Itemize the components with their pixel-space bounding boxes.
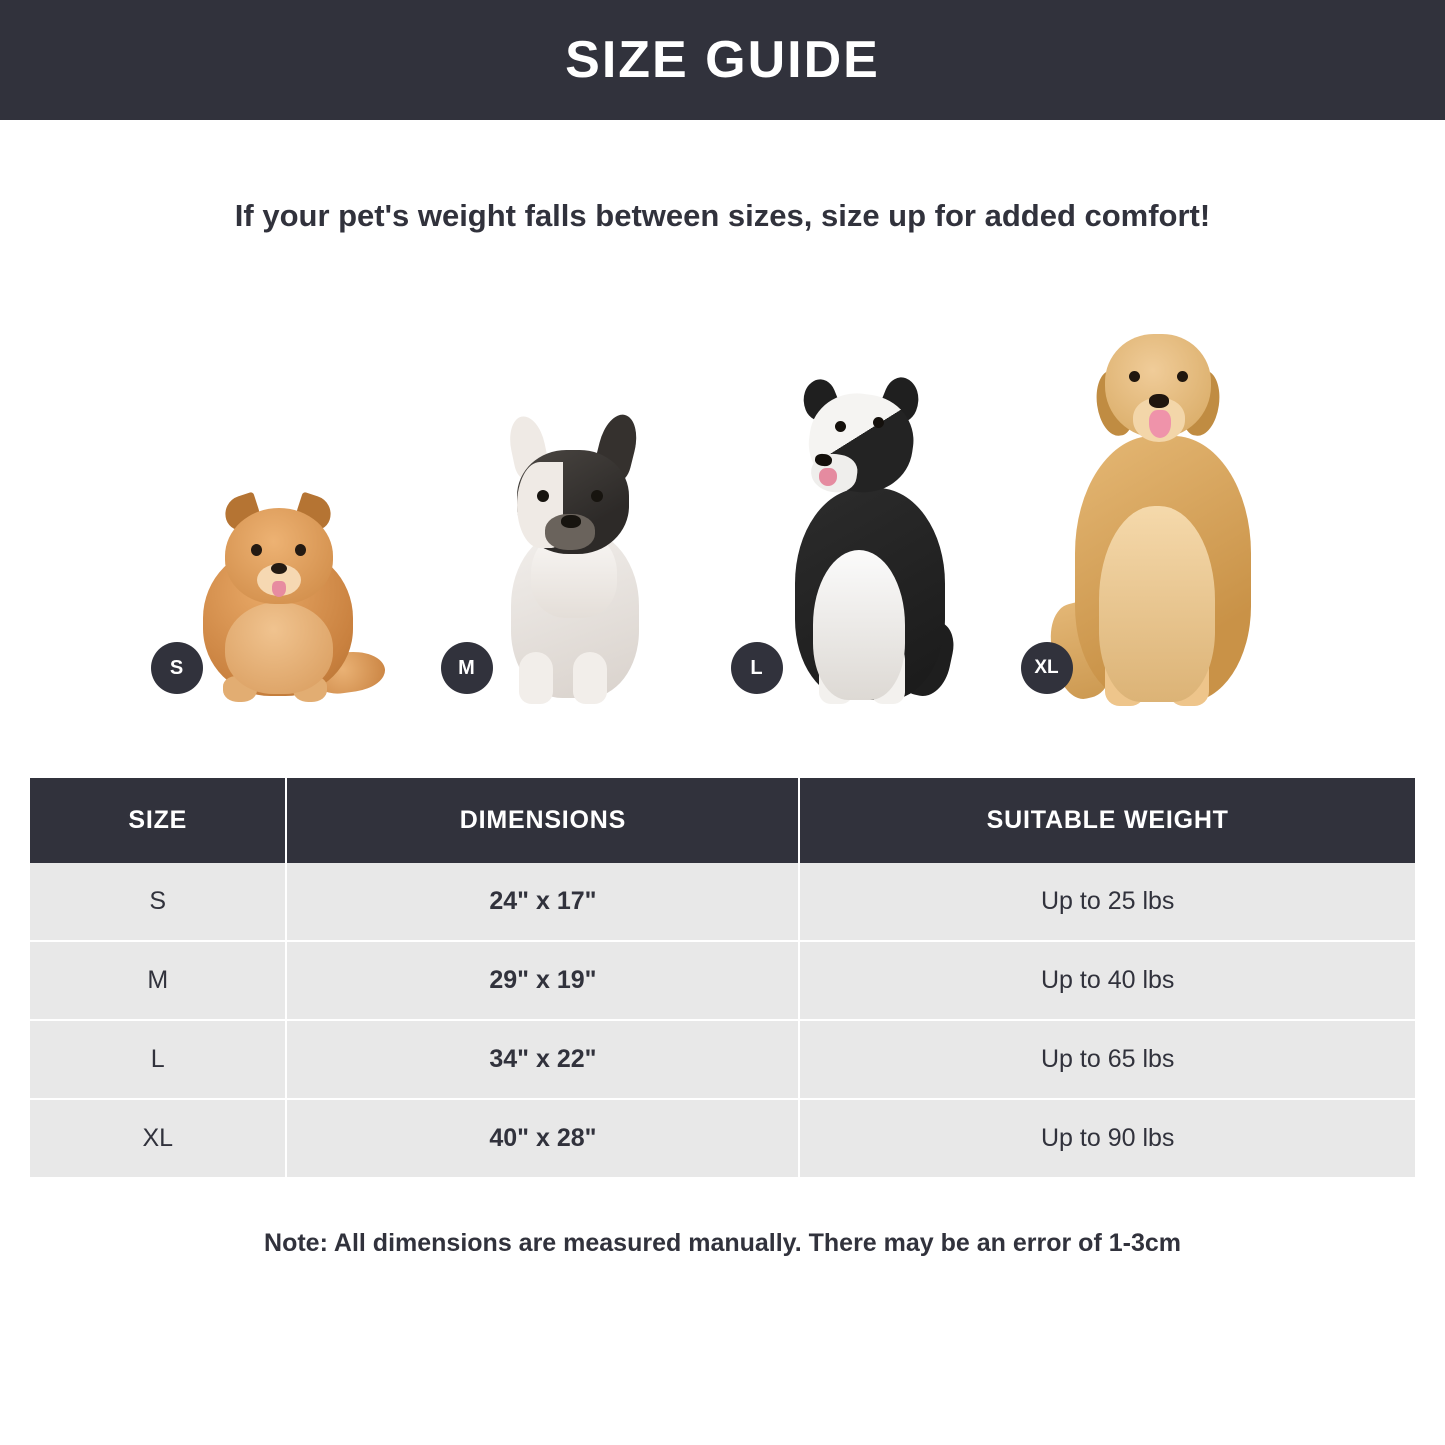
dog-eye-right [295, 544, 306, 556]
table-body [30, 863, 1415, 1177]
dog-eye-left [835, 421, 846, 432]
dog-eye-right [1177, 371, 1188, 382]
cell-dimensions: 29" x 19" [286, 941, 799, 1020]
dog-chest [1099, 506, 1215, 702]
measurement-note: Note: All dimensions are measured manually. There may be an error of 1-3cm [264, 1229, 1181, 1257]
subtitle-section [0, 198, 1445, 234]
dog-eye-right [591, 490, 603, 502]
cell-dimensions: 24" x 17" [286, 863, 799, 941]
dog-tongue [1149, 410, 1171, 438]
dog-eye-left [537, 490, 549, 502]
dog-nose [1149, 394, 1169, 408]
column-header-dimensions: DIMENSIONS [286, 778, 799, 863]
size-table [30, 778, 1415, 1177]
cell-size: S [30, 863, 286, 941]
cell-weight: Up to 65 lbs [799, 1020, 1415, 1099]
cell-weight: Up to 40 lbs [799, 941, 1415, 1020]
table-header-row [30, 778, 1415, 863]
dog-front-leg-right [573, 652, 607, 704]
dog-slot-large [723, 314, 1013, 714]
dog-slot-small [143, 314, 433, 714]
cell-dimensions: 34" x 22" [286, 1020, 799, 1099]
dog-nose [561, 515, 581, 528]
table-row [30, 941, 1415, 1020]
cell-size: M [30, 941, 286, 1020]
dog-chest [813, 550, 905, 700]
column-header-size: SIZE [30, 778, 286, 863]
size-badge-l: L [731, 642, 783, 694]
dog-chest [225, 602, 333, 694]
table-row [30, 863, 1415, 941]
dog-eye-left [251, 544, 262, 556]
dog-eye-left [1129, 371, 1140, 382]
cell-size: XL [30, 1099, 286, 1177]
dog-eye-right [873, 417, 884, 428]
header-bar [0, 0, 1445, 120]
size-badge-m: M [441, 642, 493, 694]
dog-nose [271, 563, 287, 574]
cell-weight: Up to 90 lbs [799, 1099, 1415, 1177]
table-row [30, 1099, 1415, 1177]
cell-weight: Up to 25 lbs [799, 863, 1415, 941]
dog-slot-xlarge [1013, 314, 1303, 714]
size-table-container [30, 778, 1415, 1177]
cell-size: L [30, 1020, 286, 1099]
size-badge-xl: XL [1021, 642, 1073, 694]
dog-front-leg-left [519, 652, 553, 704]
dog-size-illustrations [0, 294, 1445, 714]
cell-dimensions: 40" x 28" [286, 1099, 799, 1177]
dog-tongue [819, 468, 837, 486]
column-header-weight: SUITABLE WEIGHT [799, 778, 1415, 863]
subtitle-text: If your pet's weight falls between sizes, size up for added comfort! [234, 198, 1211, 233]
dog-slot-medium [433, 314, 723, 714]
dog-tongue [272, 581, 286, 597]
size-badge-s: S [151, 642, 203, 694]
page-title: SIZE GUIDE [565, 31, 880, 89]
table-header [30, 778, 1415, 863]
table-row [30, 1020, 1415, 1099]
